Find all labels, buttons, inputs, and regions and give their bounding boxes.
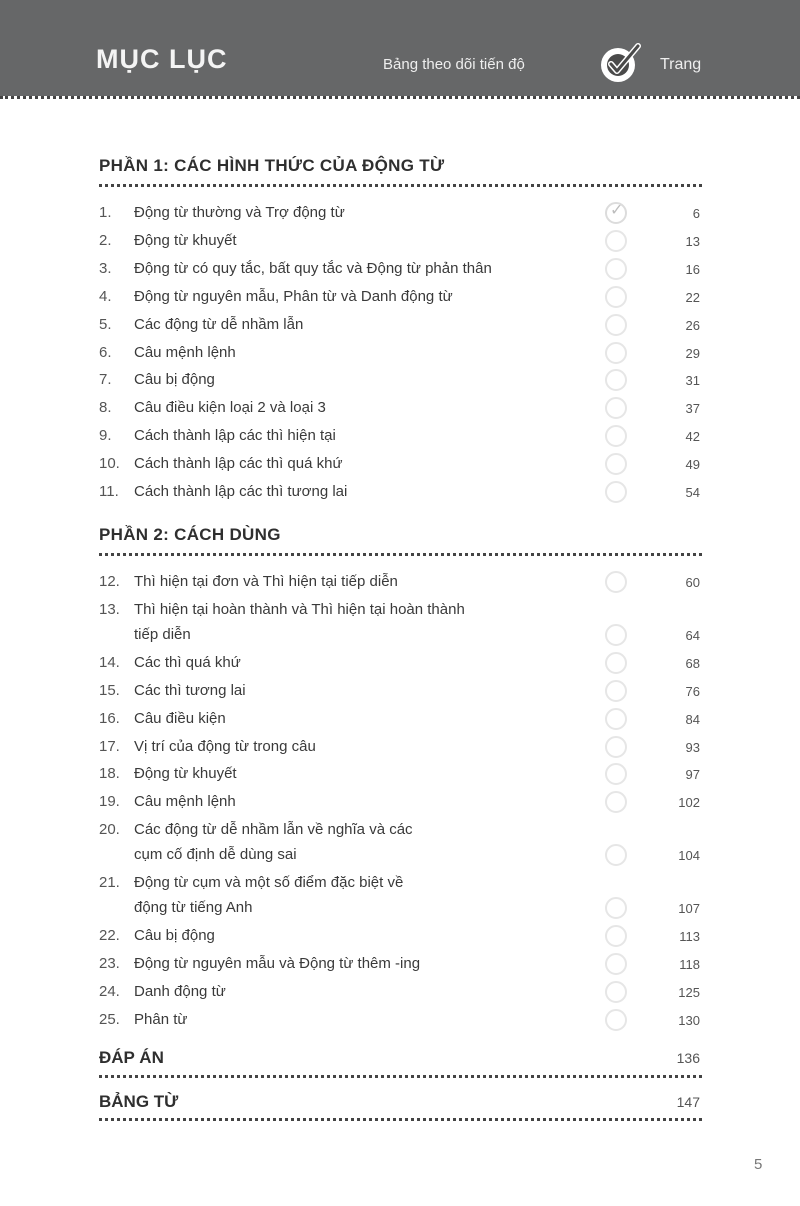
entry-number: 10. xyxy=(99,455,120,473)
entry-page: 102 xyxy=(678,795,700,811)
entry-number: 14. xyxy=(99,653,120,671)
entry-page: 104 xyxy=(678,848,700,864)
entry-title: động từ tiếng Anh xyxy=(134,899,253,917)
progress-circle-icon[interactable] xyxy=(605,763,627,785)
toc-entry[interactable] xyxy=(0,573,800,601)
entry-number: 25. xyxy=(99,1010,120,1028)
entry-title: tiếp diễn xyxy=(134,625,191,643)
entry-title: Các thì tương lai xyxy=(134,681,246,699)
progress-circle-icon[interactable] xyxy=(605,230,627,252)
entry-number: 21. xyxy=(99,874,120,892)
progress-circle-icon[interactable] xyxy=(605,897,627,919)
answers-title[interactable]: ĐÁP ÁN xyxy=(99,1048,164,1067)
entry-number: 13. xyxy=(99,600,120,618)
entry-title: Thì hiện tại đơn và Thì hiện tại tiếp diễn xyxy=(134,573,398,590)
answers-page: 136 xyxy=(676,1050,700,1066)
toc-entry[interactable] xyxy=(0,654,800,682)
entry-title: Thì hiện tại hoàn thành và Thì hiện tại hoàn thành xyxy=(134,600,465,618)
glossary-page: 147 xyxy=(676,1094,700,1110)
progress-circle-icon[interactable] xyxy=(605,286,627,308)
progress-circle-icon[interactable] xyxy=(605,844,627,866)
progress-circle-icon[interactable] xyxy=(605,624,627,646)
toc-entry[interactable] xyxy=(0,288,800,316)
progress-circle-icon[interactable] xyxy=(605,397,627,419)
toc-entry[interactable] xyxy=(0,455,800,483)
entry-page: 107 xyxy=(678,901,700,917)
toc-entry[interactable] xyxy=(0,821,800,874)
entry-title: Động từ khuyết xyxy=(134,231,237,249)
progress-circle-icon[interactable] xyxy=(605,1009,627,1031)
toc-entry[interactable] xyxy=(0,371,800,399)
progress-circle-icon[interactable] xyxy=(605,369,627,391)
entry-title: Động từ có quy tắc, bất quy tắc và Động từ phản thân xyxy=(134,259,492,277)
entry-page: 118 xyxy=(679,956,700,972)
glossary-title[interactable]: BẢNG TỪ xyxy=(99,1092,179,1111)
entry-title: Câu bị động xyxy=(134,371,215,389)
entry-page: 125 xyxy=(678,984,700,1000)
entry-number: 18. xyxy=(99,765,120,783)
section-divider xyxy=(99,184,702,187)
glossary-divider xyxy=(99,1118,702,1121)
entry-number: 11. xyxy=(99,483,119,500)
toc-entry[interactable] xyxy=(0,601,800,654)
entry-number: 7. xyxy=(99,371,112,389)
header-bar xyxy=(0,0,800,96)
entry-page: 64 xyxy=(685,627,700,643)
toc-entry[interactable] xyxy=(0,710,800,738)
entry-title: Vị trí của động từ trong câu xyxy=(134,737,316,755)
toc-entry[interactable] xyxy=(0,427,800,455)
entry-number: 5. xyxy=(99,315,112,333)
entry-title: Câu bị động xyxy=(134,927,215,944)
entry-page: 113 xyxy=(679,929,700,944)
entry-number: 17. xyxy=(99,737,120,755)
entry-title: Câu điều kiện loại 2 và loại 3 xyxy=(134,399,326,417)
entry-page: 84 xyxy=(685,711,700,727)
entry-title: Các thì quá khứ xyxy=(134,653,241,671)
toc-entry[interactable] xyxy=(0,232,800,260)
check-circle-icon xyxy=(598,40,644,86)
answers-divider xyxy=(99,1075,702,1078)
toc-entry[interactable] xyxy=(0,738,800,766)
toc-entry[interactable] xyxy=(0,316,800,344)
entry-number: 3. xyxy=(99,259,112,277)
toc-entry[interactable] xyxy=(0,682,800,710)
progress-circle-icon[interactable] xyxy=(605,736,627,758)
toc-entry[interactable] xyxy=(0,399,800,427)
entry-page: 16 xyxy=(685,261,700,277)
progress-circle-icon[interactable] xyxy=(605,342,627,364)
progress-circle-icon[interactable] xyxy=(605,981,627,1003)
progress-circle-icon[interactable] xyxy=(605,708,627,730)
entry-page: 76 xyxy=(685,683,700,699)
entry-title: Câu điều kiện xyxy=(134,709,226,727)
entry-page: 31 xyxy=(685,373,700,389)
entry-page: 37 xyxy=(685,401,700,417)
toc-entry[interactable] xyxy=(0,955,800,983)
progress-circle-icon[interactable] xyxy=(605,925,627,947)
section-title: PHẦN 2: CÁCH DÙNG xyxy=(99,525,281,544)
toc-entry[interactable] xyxy=(0,983,800,1011)
entry-number: 15. xyxy=(99,681,120,699)
entry-number: 12. xyxy=(99,573,120,590)
entry-number: 2. xyxy=(99,231,112,249)
toc-entry[interactable] xyxy=(0,874,800,927)
entry-title: Các động từ dễ nhầm lẫn về nghĩa và các xyxy=(134,821,413,839)
progress-checked-icon[interactable] xyxy=(605,202,627,224)
entry-number: 6. xyxy=(99,343,112,361)
toc-entry[interactable] xyxy=(0,765,800,793)
footer-page-number: 5 xyxy=(754,1156,763,1173)
toc-entry[interactable] xyxy=(0,344,800,372)
entry-title: Phân từ xyxy=(134,1010,188,1028)
entry-number: 20. xyxy=(99,821,120,839)
progress-circle-icon[interactable] xyxy=(605,652,627,674)
entry-title: Câu mệnh lệnh xyxy=(134,343,236,361)
entry-title: Cách thành lập các thì tương lai xyxy=(134,483,348,500)
entry-title: Động từ nguyên mẫu và Động từ thêm -ing xyxy=(134,954,421,972)
entry-page: 22 xyxy=(685,289,700,305)
checkmark-icon: ✓ xyxy=(610,200,624,219)
entry-page: 93 xyxy=(685,739,700,755)
entry-number: 24. xyxy=(99,982,120,1000)
entry-title: Động từ nguyên mẫu, Phân từ và Danh động từ xyxy=(134,287,453,305)
entry-number: 16. xyxy=(99,709,120,727)
entry-title: Động từ khuyết xyxy=(134,765,237,783)
entry-page: 68 xyxy=(685,655,700,671)
entry-title: cụm cố định dễ dùng sai xyxy=(134,846,297,864)
header-divider xyxy=(0,96,800,99)
entry-page: 49 xyxy=(685,457,700,473)
progress-circle-icon[interactable] xyxy=(605,481,627,503)
entry-page: 97 xyxy=(685,767,700,783)
entry-page: 6 xyxy=(692,206,700,221)
entry-page: 130 xyxy=(678,1012,700,1028)
entry-number: 4. xyxy=(99,287,112,305)
entry-title: Động từ thường và Trợ động từ xyxy=(134,204,345,221)
entry-title: Các động từ dễ nhầm lẫn xyxy=(134,315,304,333)
toc-entry[interactable] xyxy=(0,260,800,288)
entry-page: 13 xyxy=(685,233,700,249)
entry-title: Động từ cụm và một số điểm đặc biệt về xyxy=(134,874,404,892)
page-title: MỤC LỤC xyxy=(96,44,228,74)
entry-page: 54 xyxy=(685,485,700,500)
toc-entry[interactable] xyxy=(0,200,800,232)
toc-entry[interactable] xyxy=(0,793,800,821)
page-column-label: Trang xyxy=(660,56,702,73)
entry-number: 22. xyxy=(99,927,120,944)
entry-page: 26 xyxy=(685,317,700,333)
entry-title: Danh động từ xyxy=(134,982,226,1000)
entry-number: 8. xyxy=(99,399,112,417)
progress-circle-icon[interactable] xyxy=(605,314,627,336)
entry-title: Cách thành lập các thì quá khứ xyxy=(134,455,343,473)
toc-entry[interactable] xyxy=(0,927,800,955)
progress-circle-icon[interactable] xyxy=(605,453,627,475)
entry-title: Câu mệnh lệnh xyxy=(134,793,236,811)
entry-page: 60 xyxy=(685,575,700,590)
entry-number: 23. xyxy=(99,954,120,972)
toc-entry[interactable] xyxy=(0,1011,800,1039)
section-title: PHẦN 1: CÁC HÌNH THỨC CỦA ĐỘNG TỪ xyxy=(99,156,445,175)
progress-circle-icon[interactable] xyxy=(605,791,627,813)
progress-circle-icon[interactable] xyxy=(605,425,627,447)
section-divider xyxy=(99,553,702,556)
progress-circle-icon[interactable] xyxy=(605,258,627,280)
progress-circle-icon[interactable] xyxy=(605,571,627,593)
entry-number: 1. xyxy=(99,204,112,221)
entry-number: 9. xyxy=(99,427,112,445)
entry-page: 29 xyxy=(685,345,700,361)
entry-title: Cách thành lập các thì hiện tại xyxy=(134,427,336,445)
entry-page: 42 xyxy=(685,429,700,445)
progress-tracker-label: Bảng theo dõi tiến độ xyxy=(383,56,525,73)
progress-circle-icon[interactable] xyxy=(605,953,627,975)
entry-number: 19. xyxy=(99,793,120,811)
toc-entry[interactable] xyxy=(0,483,800,511)
progress-circle-icon[interactable] xyxy=(605,680,627,702)
